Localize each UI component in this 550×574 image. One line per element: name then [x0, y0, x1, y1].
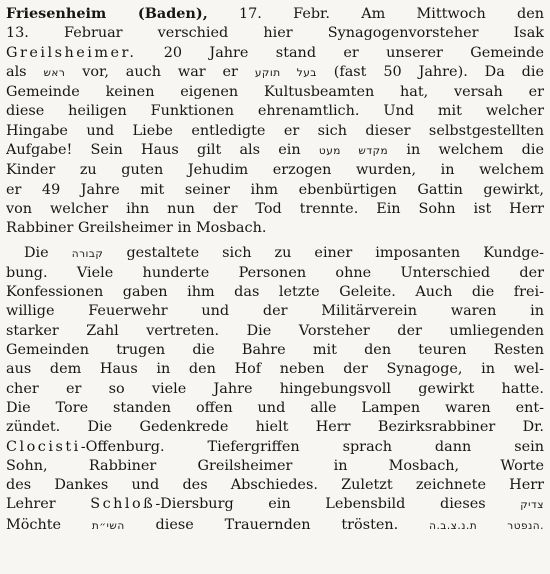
line-text: vor, auch war er: [65, 63, 255, 80]
spaced-name: Schloß: [90, 496, 156, 513]
text-line: willige Feuerwehr und der Militärverein waren in: [6, 303, 544, 320]
line-text: in welchem die: [388, 142, 544, 159]
spaced-name: Greilsheimer.: [6, 44, 137, 61]
text-line: [6, 244, 544, 264]
text-line: von welcher ihn nun der Tod trennte. Ein Sohn ist Herr: [6, 200, 544, 217]
text-line: [6, 63, 544, 83]
line-text: gestaltete sich zu einer imposanten Kundge-: [103, 244, 544, 261]
hebrew-term: קבורה: [71, 247, 104, 260]
text-line: aus dem Haus in den Hof neben der Synagoge, in wel-: [6, 361, 544, 378]
text-line: 13. Februar verschied hier Synagogenvorsteher Isak: [6, 25, 544, 42]
headline-dateline: 17. Febr. Am Mittwoch den: [207, 6, 544, 22]
text-line: Die Tore standen offen und alle Lampen waren ent-: [6, 399, 544, 416]
spaced-name: Clocisti: [6, 438, 81, 455]
line-text: Lehrer: [6, 496, 91, 513]
hebrew-term: מקדש מעט: [318, 145, 389, 158]
text-line: cher er so viele Jahre hingebungsvoll gewirkt hatte.: [6, 380, 544, 397]
text-line: diese heiligen Funktionen ehrenamtlich. Und mit welcher: [6, 103, 544, 120]
line-text: Möchte: [6, 516, 92, 533]
text-line: des Dankes und des Abschiedes. Zuletzt zeichnete Herr: [6, 477, 544, 494]
text-line: starker Zahl vertreten. Die Vorsteher der umliegenden: [6, 322, 544, 339]
hebrew-term: צדיק: [520, 499, 544, 512]
text-line: [6, 44, 544, 63]
hebrew-term: השי״ת: [91, 519, 125, 532]
line-text: Die: [24, 244, 72, 261]
obituary-paragraph-2: [6, 244, 544, 536]
line-text: (fast 50 Jahre). Da die: [316, 63, 544, 80]
text-line: [6, 4, 544, 24]
line-text: als: [6, 63, 44, 80]
line-text: -Offenburg. Tiefergriffen sprach dann sein: [80, 438, 544, 455]
text-line: Kinder zu guten Jehudim erzogen wurden, in welchem: [6, 162, 544, 179]
text-line: zündet. Die Gedenkrede hielt Herr Bezirksrabbiner Dr.: [6, 419, 544, 436]
text-line: Konfessionen gaben ihm das letzte Geleite. Auch die frei-: [6, 284, 544, 301]
hebrew-term: ראש: [43, 66, 66, 79]
text-line: Gemeinden trugen die Bahre mit den teuren Resten: [6, 342, 544, 359]
text-line: Sohn, Rabbiner Greilsheimer in Mosbach, Worte: [6, 457, 544, 474]
text-line: [6, 141, 544, 161]
article-headline: Friesenheim (Baden),: [6, 5, 208, 22]
text-line: Gemeinde keinen eigenen Kultusbeamten hat, versah er: [6, 84, 544, 101]
text-line: er 49 Jahre mit seiner ihm ebenbürtigen Gattin gewirkt,: [6, 181, 544, 198]
line-text: diese Trauernden trösten.: [124, 516, 430, 533]
hebrew-term: הנפטר ת.נ.צ.ב.ה.: [429, 519, 544, 532]
text-line: [6, 495, 544, 515]
text-line: bung. Viele hunderte Personen ohne Unterschied der: [6, 264, 544, 281]
text-line: Hingabe und Liebe entledigte er sich dieser selbstgestellten: [6, 122, 544, 139]
text-line: Rabbiner Greilsheimer in Mosbach.: [6, 220, 267, 237]
line-text: Aufgabe! Sein Haus gilt als ein: [6, 142, 319, 159]
text-line: [6, 438, 544, 457]
line-text: 20 Jahre stand er unserer Gemeinde: [136, 44, 544, 61]
obituary-paragraph-1: [6, 4, 544, 239]
text-line: [6, 516, 544, 536]
line-text: -Diersburg ein Lebensbild dieses: [155, 496, 521, 513]
hebrew-term: בעל תוקע: [254, 66, 317, 79]
